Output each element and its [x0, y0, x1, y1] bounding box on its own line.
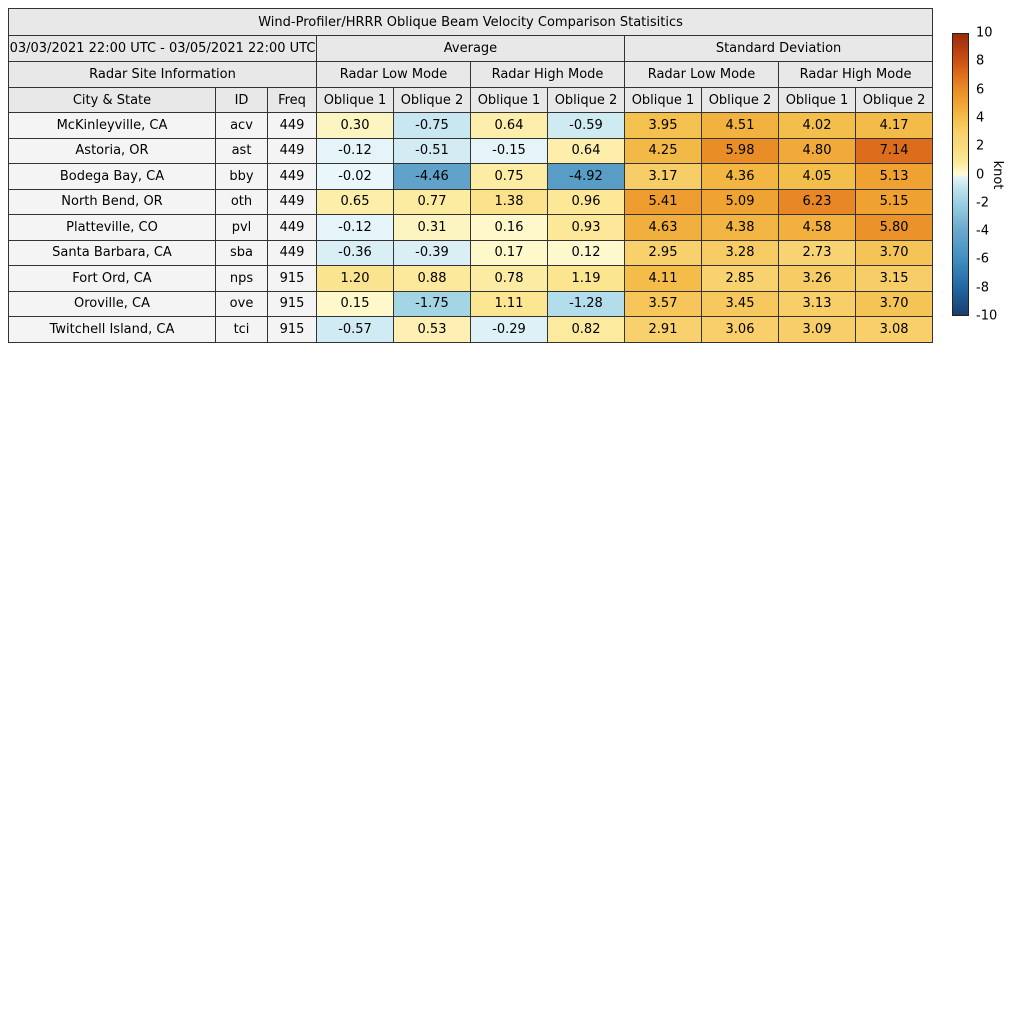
value-cell: -0.12	[317, 215, 394, 241]
col-header-oblique: Oblique 2	[394, 88, 471, 113]
site-id-cell: acv	[216, 113, 268, 139]
value-cell: -0.75	[394, 113, 471, 139]
city-cell: Bodega Bay, CA	[9, 164, 216, 190]
value-cell: 4.05	[779, 164, 856, 190]
city-cell: Santa Barbara, CA	[9, 240, 216, 266]
value-cell: 6.23	[779, 189, 856, 215]
period-label: 03/03/2021 22:00 UTC - 03/05/2021 22:00 UTC	[9, 36, 317, 62]
freq-cell: 449	[268, 189, 317, 215]
site-id-cell: bby	[216, 164, 268, 190]
site-id-cell: ast	[216, 138, 268, 164]
col-header-oblique: Oblique 1	[317, 88, 394, 113]
value-cell: -4.46	[394, 164, 471, 190]
value-cell: 0.93	[548, 215, 625, 241]
value-cell: 5.98	[702, 138, 779, 164]
value-cell: -0.57	[317, 317, 394, 343]
value-cell: 3.13	[779, 291, 856, 317]
freq-cell: 449	[268, 164, 317, 190]
value-cell: 0.31	[394, 215, 471, 241]
freq-cell: 449	[268, 215, 317, 241]
table-row	[9, 138, 933, 164]
colorbar	[952, 25, 1024, 324]
table-row	[9, 215, 933, 241]
site-id-cell: oth	[216, 189, 268, 215]
table-row	[9, 189, 933, 215]
value-cell: -0.59	[548, 113, 625, 139]
value-cell: 4.17	[856, 113, 933, 139]
average-group-header: Average	[317, 36, 625, 62]
value-cell: 3.15	[856, 266, 933, 292]
city-cell: Astoria, OR	[9, 138, 216, 164]
value-cell: 0.88	[394, 266, 471, 292]
value-cell: 5.15	[856, 189, 933, 215]
value-cell: 0.75	[471, 164, 548, 190]
col-header-oblique: Oblique 2	[702, 88, 779, 113]
colorbar-tick-label: -4	[976, 223, 989, 239]
value-cell: 4.51	[702, 113, 779, 139]
value-cell: 0.82	[548, 317, 625, 343]
freq-cell: 449	[268, 138, 317, 164]
value-cell: 1.11	[471, 291, 548, 317]
table-title-row	[9, 9, 933, 36]
mode-header-avg-high: Radar High Mode	[471, 62, 625, 88]
mode-header-avg-low: Radar Low Mode	[317, 62, 471, 88]
colorbar-tick-label: -10	[976, 308, 998, 324]
site-info-header: Radar Site Information	[9, 62, 317, 88]
value-cell: 3.06	[702, 317, 779, 343]
value-cell: -0.39	[394, 240, 471, 266]
freq-cell: 449	[268, 240, 317, 266]
col-header-id: ID	[216, 88, 268, 113]
site-id-cell: tci	[216, 317, 268, 343]
value-cell: 3.17	[625, 164, 702, 190]
value-cell: 3.09	[779, 317, 856, 343]
column-header-row	[9, 88, 933, 113]
colorbar-tick-label: 6	[976, 82, 985, 98]
value-cell: 4.80	[779, 138, 856, 164]
value-cell: 4.25	[625, 138, 702, 164]
value-cell: 3.45	[702, 291, 779, 317]
col-header-freq: Freq	[268, 88, 317, 113]
value-cell: 4.36	[702, 164, 779, 190]
value-cell: 0.64	[548, 138, 625, 164]
col-header-oblique: Oblique 2	[548, 88, 625, 113]
value-cell: 3.95	[625, 113, 702, 139]
value-cell: 1.19	[548, 266, 625, 292]
value-cell: 3.26	[779, 266, 856, 292]
site-id-cell: pvl	[216, 215, 268, 241]
value-cell: 0.53	[394, 317, 471, 343]
freq-cell: 915	[268, 317, 317, 343]
city-cell: North Bend, OR	[9, 189, 216, 215]
col-header-oblique: Oblique 1	[779, 88, 856, 113]
value-cell: 4.11	[625, 266, 702, 292]
table-row	[9, 317, 933, 343]
value-cell: 2.85	[702, 266, 779, 292]
value-cell: 5.41	[625, 189, 702, 215]
col-header-oblique: Oblique 1	[471, 88, 548, 113]
city-cell: McKinleyville, CA	[9, 113, 216, 139]
freq-cell: 915	[268, 266, 317, 292]
std-group-header: Standard Deviation	[625, 36, 933, 62]
col-header-oblique: Oblique 2	[856, 88, 933, 113]
stats-table	[8, 8, 933, 343]
value-cell: 1.38	[471, 189, 548, 215]
colorbar-tick-label: -8	[976, 280, 989, 296]
site-id-cell: ove	[216, 291, 268, 317]
city-cell: Twitchell Island, CA	[9, 317, 216, 343]
value-cell: -0.12	[317, 138, 394, 164]
value-cell: 0.30	[317, 113, 394, 139]
colorbar-tick-label: 8	[976, 53, 985, 69]
value-cell: -1.75	[394, 291, 471, 317]
value-cell: 4.02	[779, 113, 856, 139]
colorbar-tick-label: -2	[976, 195, 989, 211]
colorbar-gradient	[952, 33, 969, 316]
colorbar-tick-label: -6	[976, 251, 989, 267]
city-cell: Fort Ord, CA	[9, 266, 216, 292]
colorbar-tick-label: 0	[976, 167, 985, 182]
value-cell: 0.15	[317, 291, 394, 317]
colorbar-tick-label: 4	[976, 110, 985, 126]
value-cell: 1.20	[317, 266, 394, 292]
value-cell: -1.28	[548, 291, 625, 317]
value-cell: 0.64	[471, 113, 548, 139]
value-cell: -0.15	[471, 138, 548, 164]
value-cell: 5.80	[856, 215, 933, 241]
value-cell: 0.77	[394, 189, 471, 215]
colorbar-tick-label: 2	[976, 138, 985, 154]
table-row	[9, 291, 933, 317]
value-cell: -0.29	[471, 317, 548, 343]
value-cell: 3.70	[856, 291, 933, 317]
page-title: Wind-Profiler/HRRR Oblique Beam Velocity Comparison Statisitics	[9, 9, 933, 36]
city-cell: Oroville, CA	[9, 291, 216, 317]
table-row	[9, 113, 933, 139]
table-row	[9, 240, 933, 266]
value-cell: 0.96	[548, 189, 625, 215]
table-row	[9, 164, 933, 190]
value-cell: 4.38	[702, 215, 779, 241]
freq-cell: 449	[268, 113, 317, 139]
value-cell: 2.95	[625, 240, 702, 266]
mode-header-std-low: Radar Low Mode	[625, 62, 779, 88]
table-row	[9, 266, 933, 292]
value-cell: 3.70	[856, 240, 933, 266]
value-cell: 3.28	[702, 240, 779, 266]
value-cell: 2.73	[779, 240, 856, 266]
value-cell: -0.36	[317, 240, 394, 266]
value-cell: 0.17	[471, 240, 548, 266]
value-cell: 4.63	[625, 215, 702, 241]
group-header-row	[9, 36, 933, 62]
city-cell: Platteville, CO	[9, 215, 216, 241]
value-cell: 0.65	[317, 189, 394, 215]
site-id-cell: sba	[216, 240, 268, 266]
colorbar-tick-label: 10	[976, 25, 993, 41]
value-cell: 7.14	[856, 138, 933, 164]
value-cell: 3.08	[856, 317, 933, 343]
col-header-city: City & State	[9, 88, 216, 113]
value-cell: 0.12	[548, 240, 625, 266]
value-cell: 5.09	[702, 189, 779, 215]
mode-header-row	[9, 62, 933, 88]
site-id-cell: nps	[216, 266, 268, 292]
value-cell: -4.92	[548, 164, 625, 190]
colorbar-unit-label: knot	[990, 160, 1005, 189]
value-cell: 2.91	[625, 317, 702, 343]
value-cell: 0.78	[471, 266, 548, 292]
freq-cell: 915	[268, 291, 317, 317]
col-header-oblique: Oblique 1	[625, 88, 702, 113]
value-cell: -0.51	[394, 138, 471, 164]
value-cell: 3.57	[625, 291, 702, 317]
mode-header-std-high: Radar High Mode	[779, 62, 933, 88]
figure	[8, 8, 933, 343]
value-cell: 0.16	[471, 215, 548, 241]
value-cell: 5.13	[856, 164, 933, 190]
value-cell: -0.02	[317, 164, 394, 190]
value-cell: 4.58	[779, 215, 856, 241]
